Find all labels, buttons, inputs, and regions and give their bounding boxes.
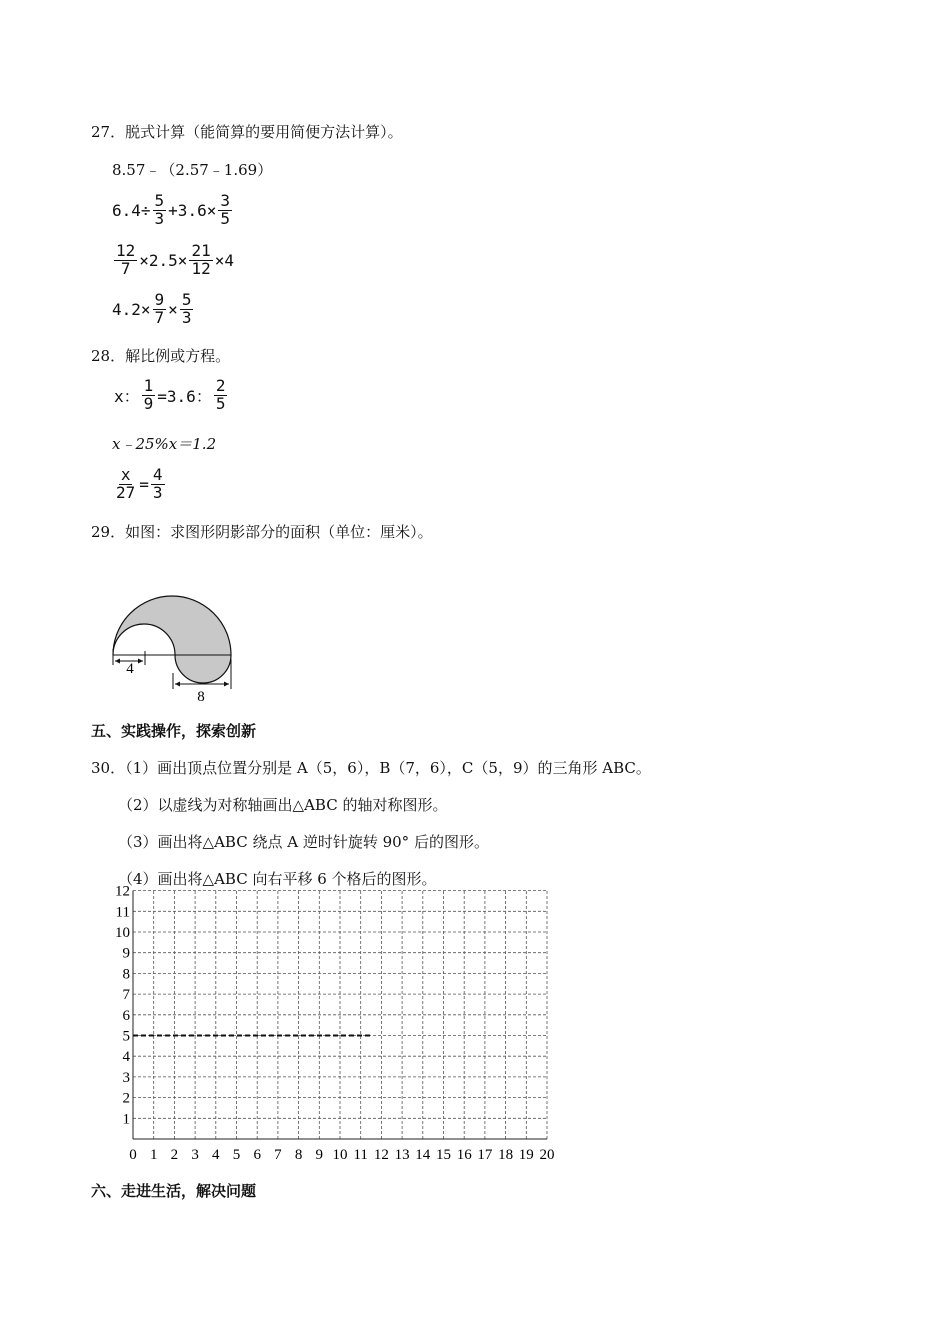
- y-tick-label: 4: [122, 1049, 130, 1066]
- y-tick-label: 11: [115, 904, 130, 921]
- coordinate-grid: [105, 883, 565, 1175]
- q29-title: 29．如图：求图形阴影部分的面积（单位：厘米）。: [91, 523, 433, 541]
- y-tick-label: 9: [122, 945, 130, 962]
- x-tick-label: 16: [456, 1147, 472, 1163]
- q28-expr-2: x﹣25%x＝1.2: [112, 435, 217, 453]
- x-tick-label: 17: [477, 1147, 493, 1163]
- fraction: $\frac{4}{3}$: [152, 465, 163, 502]
- x-tick-label: 1: [149, 1147, 158, 1163]
- fraction: $\frac{x}{27}$: [116, 465, 136, 502]
- y-tick-label: 1: [122, 1111, 130, 1128]
- q28-expr-3: $\frac{x}{27}$ = $\frac{4}{3}$: [116, 465, 163, 502]
- x-tick-label: 7: [274, 1147, 282, 1163]
- q30-part-1: 30．（1）画出顶点位置分别是 A（5，6），B（7，6），C（5，9）的三角形 ABC。: [91, 759, 651, 777]
- fraction: $\frac{2}{5}$: [215, 376, 226, 413]
- q30-part-2: （2）以虚线为对称轴画出△ABC 的轴对称图形。: [118, 796, 448, 814]
- x-tick-label: 3: [191, 1147, 199, 1163]
- x-tick-label: 12: [373, 1147, 389, 1163]
- fraction: $\frac{21}{12}$: [191, 241, 211, 278]
- q28-title: 28．解比例或方程。: [91, 347, 231, 365]
- q28-expr-1: x： $\frac{1}{9}$ =3.6： $\frac{2}{5}$: [114, 376, 226, 413]
- label-small: 4: [126, 661, 134, 677]
- y-tick-label: 5: [122, 1028, 130, 1045]
- q30-part-3: （3）画出将△ABC 绕点 A 逆时针旋转 90° 后的图形。: [118, 833, 489, 851]
- fraction: $\frac{3}{5}$: [220, 191, 230, 228]
- fraction: $\frac{9}{7}$: [154, 290, 165, 327]
- q30-part-4: （4）画出将△ABC 向右平移 6 个格后的图形。: [118, 870, 437, 888]
- x-tick-label: 14: [415, 1147, 431, 1163]
- y-tick-label: 3: [122, 1069, 130, 1086]
- shaded-area-figure: [105, 585, 245, 705]
- q27-expr-1: 8.57﹣（2.57﹣1.69）: [112, 161, 273, 179]
- x-tick-label: 6: [253, 1147, 261, 1163]
- x-tick-label: 8: [294, 1147, 303, 1163]
- x-tick-label: 10: [332, 1147, 348, 1163]
- q27-title: 27．脱式计算（能简算的要用简便方法计算）。: [91, 123, 403, 141]
- fraction: $\frac{1}{9}$: [143, 376, 154, 413]
- x-tick-label: 18: [498, 1147, 514, 1163]
- section-6-heading: 六、走进生活，解决问题: [91, 1182, 257, 1200]
- q27-expr-3: $\frac{12}{7}$ ×2.5× $\frac{21}{12}$ ×4: [116, 241, 234, 278]
- x-tick-label: 2: [170, 1147, 179, 1163]
- x-tick-label: 4: [212, 1147, 220, 1163]
- y-tick-label: 6: [122, 1007, 130, 1024]
- y-tick-label: 10: [115, 925, 130, 941]
- x-tick-label: 5: [232, 1147, 241, 1163]
- section-5-heading: 五、实践操作，探索创新: [91, 722, 257, 740]
- y-tick-label: 7: [122, 987, 130, 1004]
- x-tick-label: 15: [436, 1147, 451, 1163]
- fraction: $\frac{5}{3}$: [181, 290, 192, 327]
- fraction: $\frac{5}{3}$: [154, 191, 165, 228]
- x-tick-label: 19: [518, 1147, 534, 1163]
- y-tick-label: 8: [122, 966, 130, 983]
- q27-expr-4: 4.2× $\frac{9}{7}$ × $\frac{5}{3}$: [112, 290, 192, 327]
- fraction: $\frac{12}{7}$: [116, 241, 136, 278]
- x-tick-label: 9: [315, 1147, 324, 1163]
- x-tick-label: 13: [394, 1147, 410, 1163]
- y-tick-label: 2: [122, 1090, 130, 1107]
- x-tick-label: 11: [353, 1147, 368, 1163]
- y-tick-label: 12: [115, 883, 130, 900]
- x-tick-label: 20: [539, 1147, 555, 1163]
- label-large: 8: [197, 689, 205, 705]
- x-tick-label: 0: [129, 1147, 137, 1163]
- q27-expr-2: 6.4÷ $\frac{5}{3}$ +3.6× $\frac{3}{5}$: [112, 191, 230, 228]
